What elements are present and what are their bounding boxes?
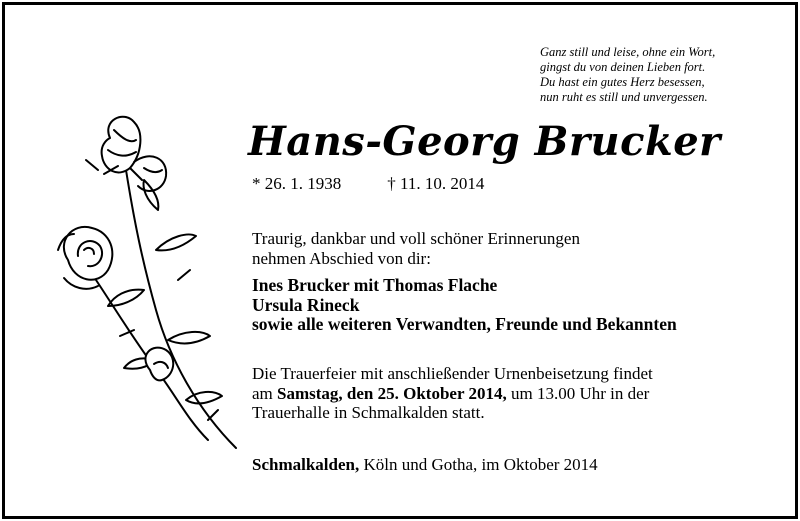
poem-line: Du hast ein gutes Herz besessen,	[540, 75, 705, 89]
life-dates	[252, 174, 484, 194]
deceased-name: Hans-Georg Brucker	[248, 118, 721, 165]
ceremony-prefix: am	[252, 383, 278, 403]
poem-line: nun ruht es still und unvergessen.	[540, 90, 708, 104]
place-city: Schmalkalden,	[252, 455, 360, 474]
place-and-date	[252, 455, 598, 475]
poem	[540, 45, 780, 105]
ceremony-line	[252, 384, 653, 404]
place-rest: Köln und Gotha, im Oktober 2014	[359, 455, 598, 474]
intro-line: nehmen Abschied von dir:	[252, 248, 431, 268]
ceremony-date: Samstag, den 25. Oktober 2014,	[277, 383, 507, 403]
ceremony-line: Die Trauerfeier mit anschließender Urnenbeisetzung findet	[252, 364, 653, 383]
poem-line: gingst du von deinen Lieben fort.	[540, 60, 706, 74]
death-date: † 11. 10. 2014	[387, 174, 485, 193]
ceremony-info	[252, 364, 653, 423]
mourners-list	[252, 276, 677, 335]
rose-drawing-icon	[38, 110, 243, 455]
birth-date: * 26. 1. 1938	[252, 174, 342, 193]
poem-line: Ganz still und leise, ohne ein Wort,	[540, 45, 716, 59]
ceremony-line: Trauerhalle in Schmalkalden statt.	[252, 403, 485, 422]
mourner-line: Ursula Rineck	[252, 294, 360, 315]
intro-text	[252, 229, 580, 268]
intro-line: Traurig, dankbar und voll schöner Erinnerungen	[252, 229, 580, 248]
mourner-line: sowie alle weiteren Verwandten, Freunde und Bekannten	[252, 314, 677, 334]
ceremony-time: um 13.00 Uhr in der	[506, 383, 650, 403]
mourner-line: Ines Brucker mit Thomas Flache	[252, 275, 498, 295]
